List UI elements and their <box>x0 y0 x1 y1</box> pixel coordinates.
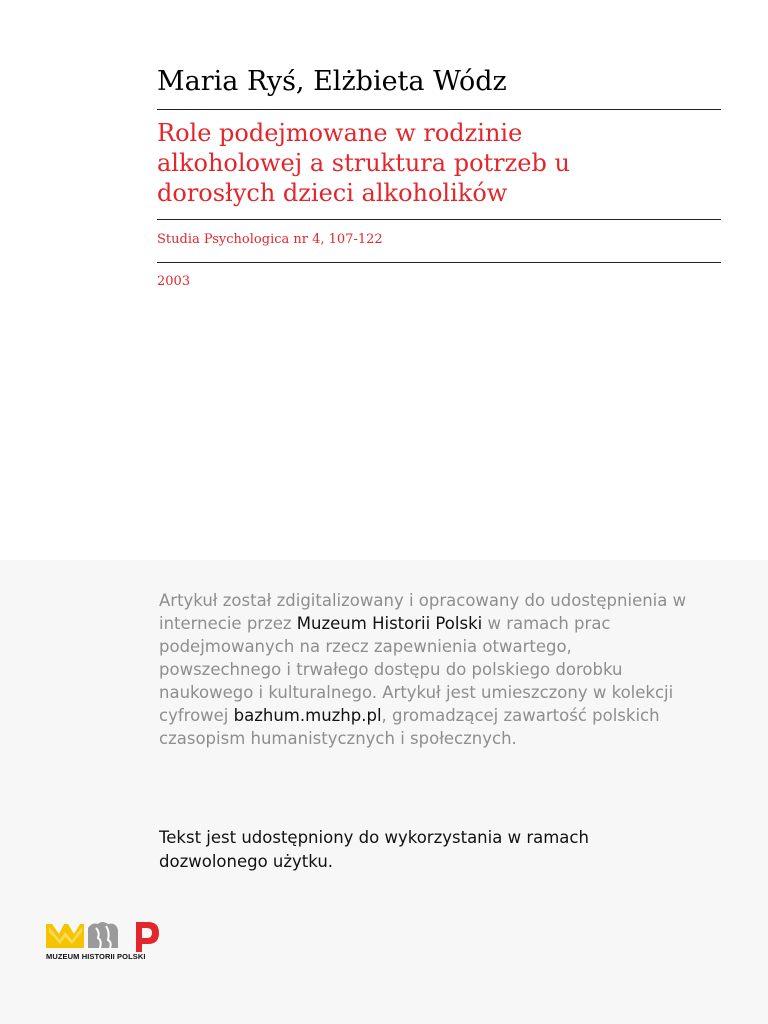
journal-citation: Studia Psychologica nr 4, 107-122 <box>157 232 383 247</box>
divider-rule <box>157 219 721 220</box>
divider-rule <box>157 109 721 110</box>
logo-caption: MUZEUM HISTORII POLSKI <box>46 952 146 961</box>
divider-rule <box>157 262 721 263</box>
collection-site-link[interactable]: bazhum.muzhp.pl <box>233 706 382 725</box>
article-title-line: alkoholowej a struktura potrzeb u <box>157 149 570 177</box>
notice-text: Artykuł został zdigitalizowany i opracowany do udostępnienia w internecie przez <box>159 591 687 633</box>
article-title-line: dorosłych dzieci alkoholików <box>157 179 508 207</box>
digitization-notice <box>159 589 699 750</box>
usage-notice: Tekst jest udostępniony do wykorzystania w ramach dozwolonego użytku. <box>159 828 589 871</box>
notice-text: , gromadzącej zawartość polskich czasopism humanistycznych i społecznych. <box>159 706 660 748</box>
notice-text: w ramach prac podejmowanych na rzecz zapewnienia otwartego, powszechnego i trwałego dostępu do polskiego dorobku naukowego i kulturalnego. Artykuł jest umieszczony w kolekcji cyfrowej <box>159 614 674 725</box>
publication-year: 2003 <box>157 274 191 289</box>
author-names: Maria Ryś, Elżbieta Wódz <box>157 66 507 97</box>
article-title <box>157 118 717 208</box>
letter-p-icon <box>136 922 159 952</box>
crown-icon <box>46 924 84 948</box>
museum-link[interactable]: Muzeum Historii Polski <box>296 614 483 633</box>
article-title-line: Role podejmowane w rodzinie <box>157 119 523 147</box>
profile-figure-icon <box>88 922 118 948</box>
